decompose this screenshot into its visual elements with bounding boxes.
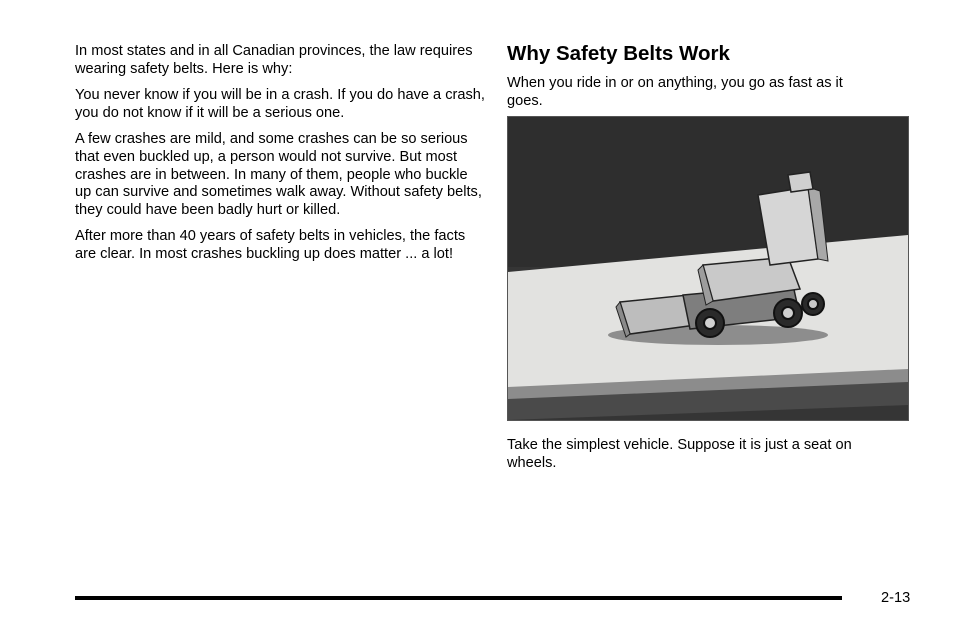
- section-intro: When you ride in or on anything, you go as fast as it goes.: [507, 75, 843, 109]
- figure-caption: Take the simplest vehicle. Suppose it is just a seat on wheels.: [507, 437, 852, 471]
- paragraph-law: In most states and in all Canadian provinces, the law requires wearing safety belts. Here is why:: [75, 43, 473, 77]
- footer-rule: [75, 596, 842, 600]
- page-number: 2-13: [881, 590, 911, 606]
- paragraph-facts: After more than 40 years of safety belts in vehicles, the facts are clear. In most crashes buckling up does matter ... a lot!: [75, 228, 466, 262]
- section-heading: Why Safety Belts Work: [507, 42, 730, 65]
- paragraph-crash-severity: A few crashes are mild, and some crashes can be so serious that even buckled up, a person would not survive. But most crashes are in between. In many of them, people who buckle up can survive and sometimes walk away. Without safety belts, they could have been badly hurt or killed.: [75, 131, 482, 218]
- paragraph-never-know: You never know if you will be in a crash. If you do have a crash, you do not know if it will be a serious one.: [75, 87, 485, 121]
- right-column: [507, 41, 907, 110]
- seat-on-wheels-illustration: [507, 116, 909, 421]
- left-column: [75, 43, 485, 273]
